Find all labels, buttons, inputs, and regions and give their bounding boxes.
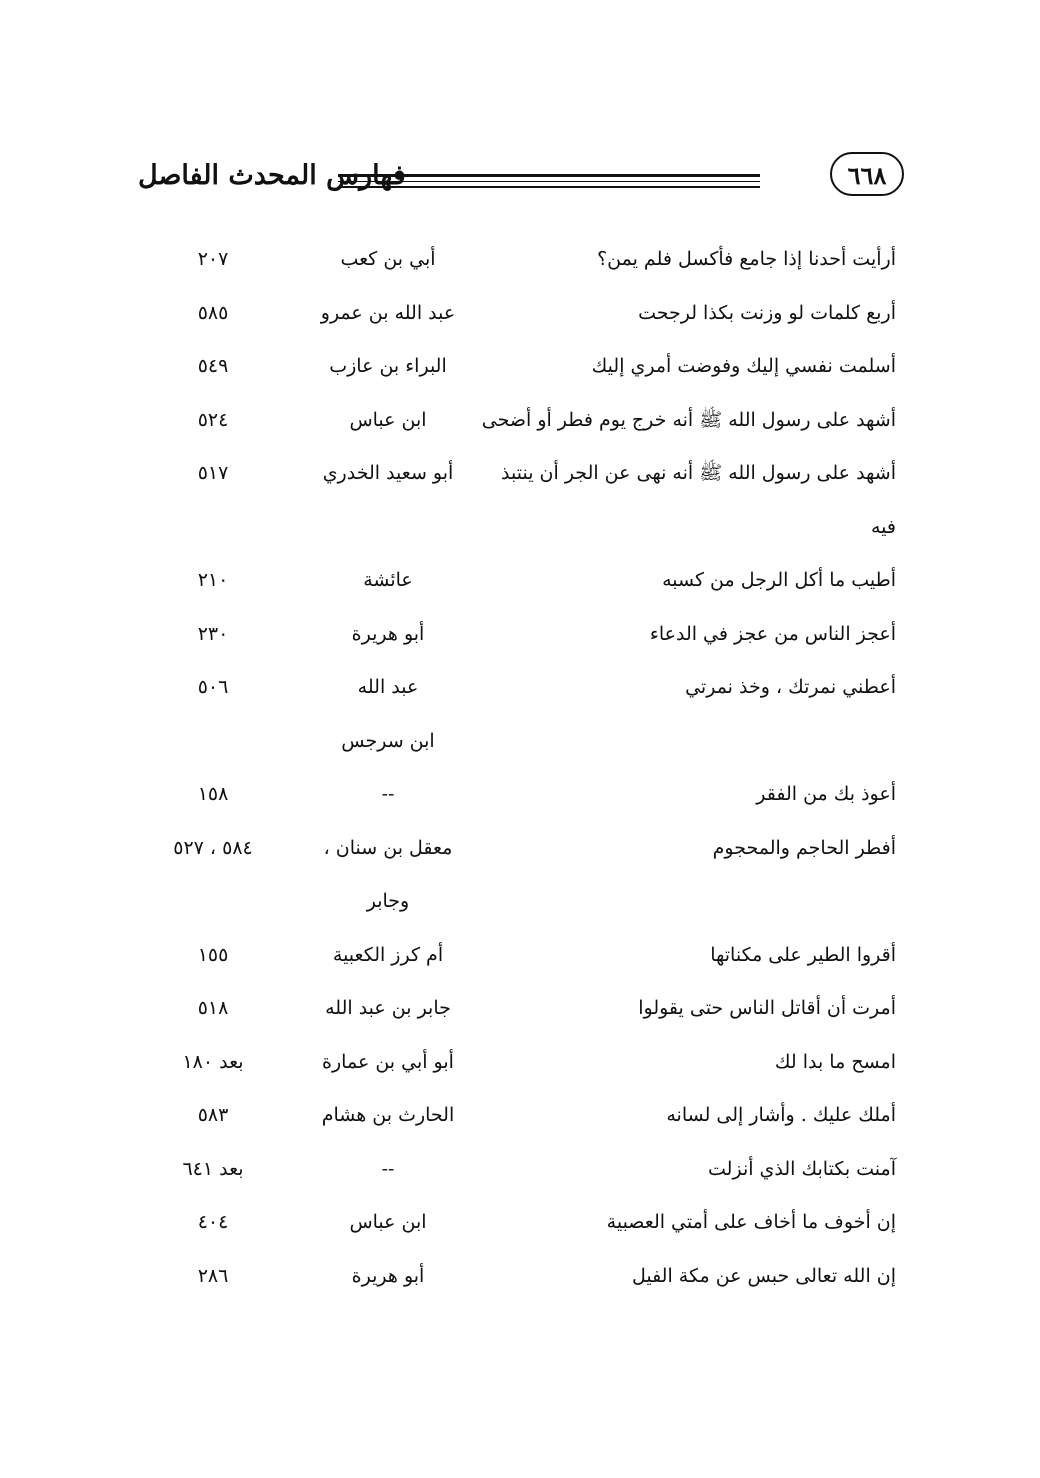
index-row [158, 1250, 896, 1304]
index-row [158, 1089, 896, 1143]
narrator: أبو أبي بن عمارة [322, 1050, 454, 1073]
page-reference: ٤٠٤ [197, 1211, 229, 1233]
narrator: معقل بن سنان ، [323, 836, 453, 859]
hadith-text: أعوذ بك من الفقر [756, 783, 896, 805]
page-reference: بعد ٦٤١ [182, 1157, 244, 1180]
hadith-text: أمرت أن أقاتل الناس حتى يقولوا [638, 997, 896, 1019]
page-reference: ٥٨٣ [197, 1104, 229, 1126]
page-reference: ٥٢٤ [197, 408, 229, 431]
hadith-text: امسح ما بدا لك [774, 1050, 896, 1073]
page-reference: ٢٠٧ [197, 248, 229, 270]
narrator: أبي بن كعب [340, 248, 436, 270]
hadith-text: أشهد على رسول الله ﷺ أنه خرج يوم فطر أو أضحى [481, 408, 896, 431]
narrator: البراء بن عازب [329, 355, 447, 377]
narrator: عبد الله بن عمرو [320, 301, 456, 324]
page-reference: ٢٨٦ [197, 1264, 229, 1287]
page-reference: ١٥٥ [197, 943, 229, 966]
index-row [158, 929, 896, 983]
index-row [158, 340, 896, 394]
page-header [138, 150, 908, 210]
page-reference: ٥٨٤ ، ٥٢٧ [173, 836, 253, 859]
hadith-text: أطيب ما أكل الرجل من كسبه [662, 569, 896, 591]
index-row [158, 1036, 896, 1090]
page-reference: ٥٠٦ [197, 676, 229, 698]
hadith-text: أربع كلمات لو وزنت بكذا لرجحت [638, 301, 896, 324]
index-row [158, 447, 896, 554]
page-reference: ٢٣٠ [197, 622, 229, 645]
index-row [158, 554, 896, 608]
index-row [158, 1196, 896, 1250]
hadith-text: أشهد على رسول الله ﷺ أنه نهى عن الجر أن ينتبذ [501, 462, 896, 484]
narrator: أبو هريرة [351, 622, 425, 645]
header-rule-secondary [338, 186, 760, 188]
page-reference: ١٥٨ [197, 783, 229, 805]
index-row [158, 394, 896, 448]
narrator-continued: ابن سرجس [341, 729, 435, 752]
hadith-text: أعجز الناس من عجز في الدعاء [649, 622, 896, 645]
hadith-text: أعطني نمرتك ، وخذ نمرتي [685, 676, 896, 698]
narrator: الحارث بن هشام [321, 1104, 455, 1126]
index-row [158, 287, 896, 341]
page-reference: ٥١٨ [197, 997, 229, 1019]
hadith-text: أسلمت نفسي إليك وفوضت أمري إليك [591, 355, 896, 377]
narrator: ابن عباس [349, 1211, 427, 1233]
narrator: أم كرز الكعبية [332, 943, 444, 966]
narrator: -- [381, 1157, 395, 1180]
index-row [158, 822, 896, 929]
narrator: ابن عباس [349, 408, 427, 431]
index-row [158, 982, 896, 1036]
page-reference: ٥١٧ [197, 462, 229, 484]
page-reference: ٥٤٩ [197, 355, 229, 377]
index-row [158, 1143, 896, 1197]
hadith-text: إن الله تعالى حبس عن مكة الفيل [631, 1264, 896, 1287]
narrator: عائشة [363, 569, 413, 591]
hadith-text: أفطر الحاجم والمحجوم [712, 836, 896, 859]
hadith-text: أرأيت أحدنا إذا جامع فأكسل فلم يمن؟ [597, 248, 896, 270]
hadith-text: آمنت بكتابك الذي أنزلت [708, 1157, 896, 1180]
index-row [158, 768, 896, 822]
index-row [158, 661, 896, 768]
narrator: جابر بن عبد الله [325, 997, 451, 1019]
header-rule [338, 174, 760, 182]
page-reference: ٢١٠ [197, 569, 229, 591]
hadith-text: أقروا الطير على مكناتها [710, 943, 896, 966]
hadith-text: أملك عليك . وأشار إلى لسانه [666, 1104, 896, 1126]
hadith-text: إن أخوف ما أخاف على أمتي العصبية [606, 1211, 896, 1233]
hadith-text-continued: فيه [870, 515, 896, 538]
page-number-badge: ٦٦٨ [830, 152, 904, 196]
narrator: عبد الله [357, 676, 419, 698]
page-reference: بعد ١٨٠ [182, 1050, 244, 1073]
narrator: أبو هريرة [351, 1264, 425, 1287]
index-row [158, 608, 896, 662]
narrator: أبو سعيد الخدري [322, 462, 454, 484]
index-row [158, 233, 896, 287]
page-reference: ٥٨٥ [197, 301, 229, 324]
narrator-continued: وجابر [366, 890, 410, 912]
narrator: -- [381, 783, 395, 805]
section-title: فهارس المحدث الفاصل [138, 160, 406, 191]
hadith-index-table [158, 233, 896, 1303]
